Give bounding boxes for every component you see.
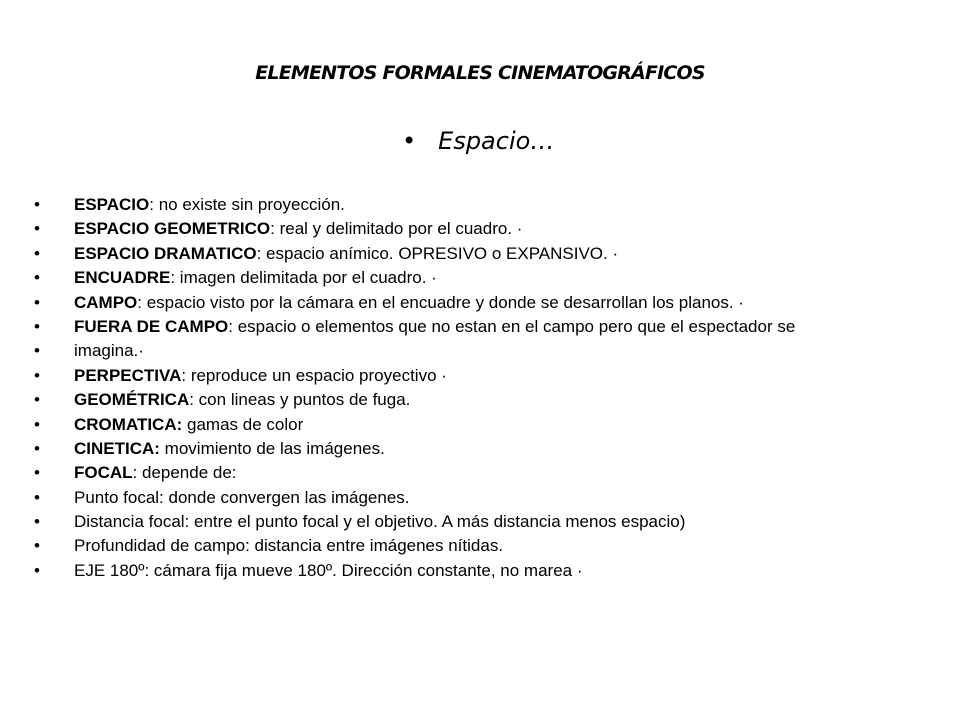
bullet-icon: • bbox=[34, 390, 40, 410]
item-text: : reproduce un espacio proyectivo · bbox=[181, 365, 447, 385]
item-text: : depende de: bbox=[132, 463, 237, 483]
list-item bbox=[34, 245, 914, 263]
list-item bbox=[34, 220, 914, 238]
item-term: CROMATICA: bbox=[74, 414, 183, 434]
bullet-icon: • bbox=[402, 127, 417, 155]
list-item bbox=[34, 391, 914, 409]
subtitle bbox=[402, 127, 554, 155]
list-item bbox=[34, 489, 914, 507]
item-term: PERPECTIVA bbox=[74, 365, 182, 385]
item-text: movimiento de las imágenes. bbox=[159, 438, 385, 458]
list-item bbox=[34, 416, 914, 434]
item-term: ESPACIO DRAMATICO bbox=[74, 243, 257, 263]
list-item bbox=[34, 367, 914, 385]
bullet-icon: • bbox=[34, 512, 40, 532]
item-text: imagina.· bbox=[74, 341, 144, 361]
item-text: : espacio anímico. OPRESIVO o EXPANSIVO. · bbox=[256, 243, 619, 263]
bullet-icon: • bbox=[34, 341, 40, 361]
bullet-icon: • bbox=[34, 268, 40, 288]
list-item bbox=[34, 513, 914, 531]
content-list bbox=[34, 196, 914, 586]
slide-title: ELEMENTOS FORMALES CINEMATOGRÁFICOS bbox=[255, 62, 705, 84]
list-item bbox=[34, 294, 914, 312]
bullet-icon: • bbox=[34, 316, 40, 336]
list-item bbox=[34, 269, 914, 287]
list-item bbox=[34, 562, 914, 580]
subtitle-text: Espacio… bbox=[438, 127, 555, 155]
item-term: CINETICA: bbox=[74, 438, 160, 458]
item-text: gamas de color bbox=[182, 414, 304, 434]
list-item bbox=[34, 342, 914, 360]
item-term: ESPACIO bbox=[74, 195, 150, 214]
item-term: FUERA DE CAMPO bbox=[74, 316, 229, 336]
bullet-icon: • bbox=[34, 292, 40, 312]
item-term: ESPACIO GEOMETRICO bbox=[74, 219, 271, 239]
item-term: GEOMÉTRICA bbox=[74, 390, 190, 410]
bullet-icon: • bbox=[34, 195, 40, 214]
bullet-icon: • bbox=[34, 219, 40, 239]
item-text: Profundidad de campo: distancia entre imágenes nítidas. bbox=[74, 536, 504, 556]
item-text: : no existe sin proyección. bbox=[149, 195, 345, 214]
item-text: : con lineas y puntos de fuga. bbox=[189, 390, 411, 410]
item-text: Punto focal: donde convergen las imágenes. bbox=[74, 487, 410, 507]
item-term: ENCUADRE bbox=[74, 268, 171, 288]
bullet-icon: • bbox=[34, 463, 40, 483]
bullet-icon: • bbox=[34, 243, 40, 263]
bullet-icon: • bbox=[34, 536, 40, 556]
list-item bbox=[34, 537, 914, 555]
bullet-icon: • bbox=[34, 414, 40, 434]
list-item bbox=[34, 196, 914, 214]
item-term: FOCAL bbox=[74, 463, 133, 483]
item-text: : espacio o elementos que no estan en el campo pero que el espectador se bbox=[228, 316, 796, 336]
bullet-icon: • bbox=[34, 560, 40, 580]
item-text: : imagen delimitada por el cuadro. · bbox=[170, 268, 437, 288]
item-text: : espacio visto por la cámara en el encuadre y donde se desarrollan los planos. · bbox=[137, 292, 744, 312]
bullet-icon: • bbox=[34, 487, 40, 507]
list-item bbox=[34, 440, 914, 458]
list-item bbox=[34, 464, 914, 482]
item-term: CAMPO bbox=[74, 292, 138, 312]
item-text: : real y delimitado por el cuadro. · bbox=[270, 219, 523, 239]
list-item bbox=[34, 318, 914, 336]
item-text: EJE 180º: cámara fija mueve 180º. Dirección constante, no marea · bbox=[74, 560, 583, 580]
bullet-icon: • bbox=[34, 365, 40, 385]
item-text: Distancia focal: entre el punto focal y el objetivo. A más distancia menos espacio) bbox=[74, 512, 686, 532]
bullet-icon: • bbox=[34, 438, 40, 458]
